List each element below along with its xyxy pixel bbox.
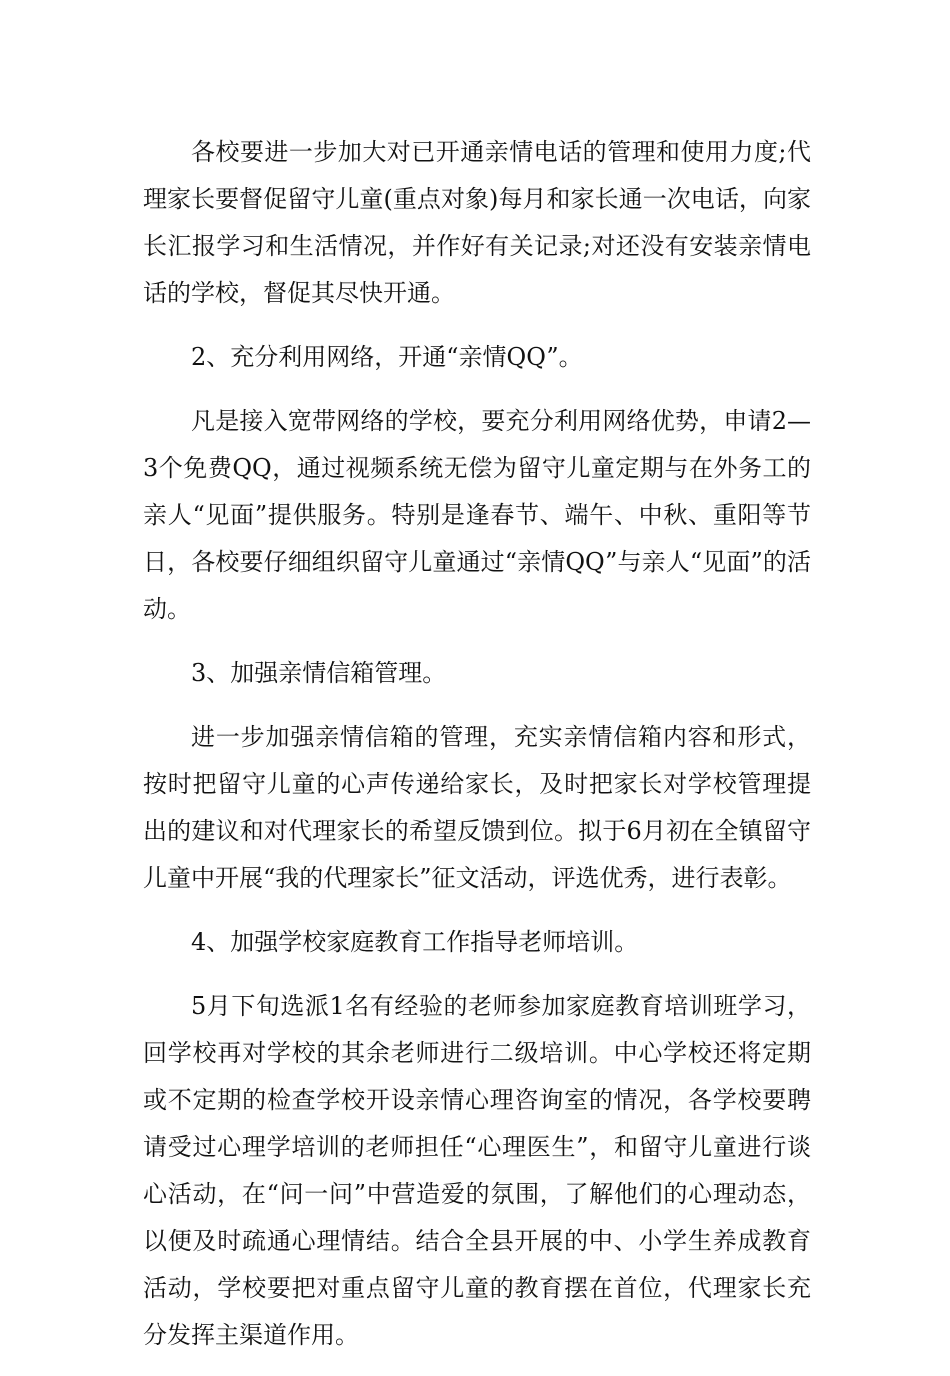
paragraph-phone-management: 各校要进一步加大对已开通亲情电话的管理和使用力度;代理家长要督促留守儿童(重点对象)每月和家长通一次电话，向家长汇报学习和生活情况，并作好有关记录;对还没有安装亲情电话的学校，督促其尽快开通。: [143, 138, 811, 307]
document-page: [143, 129, 811, 1376]
section-heading-teacher-training: 4、加强学校家庭教育工作指导老师培训。: [191, 928, 639, 956]
section-heading-network-qq: 2、充分利用网络，开通“亲情QQ”。: [191, 343, 583, 371]
paragraph-teacher-training: 5月下旬选派1名有经验的老师参加家庭教育培训班学习，回学校再对学校的其余老师进行二级培训。中心学校还将定期或不定期的检查学校开设亲情心理咨询室的情况，各学校要聘请受过心理学培训的老师担任“心理医生”，和留守儿童进行谈心活动，在“问一问”中营造爱的氛围，了解他们的心理动态，以便及时疏通心理情结。结合全县开展的中、小学生养成教育活动，学校要把对重点留守儿童的教育摆在首位，代理家长充分发挥主渠道作用。: [143, 992, 811, 1349]
paragraph-network-qq: 凡是接入宽带网络的学校，要充分利用网络优势，申请2—3个免费QQ，通过视频系统无偿为留守儿童定期与在外务工的亲人“见面”提供服务。特别是逢春节、端午、中秋、重阳等节日，各校要仔细组织留守儿童通过“亲情QQ”与亲人“见面”的活动。: [143, 407, 811, 623]
paragraph-mailbox: 进一步加强亲情信箱的管理，充实亲情信箱内容和形式，按时把留守儿童的心声传递给家长，及时把家长对学校管理提出的建议和对代理家长的希望反馈到位。拟于6月初在全镇留守儿童中开展“我的代理家长”征文活动，评选优秀，进行表彰。: [143, 723, 811, 892]
section-heading-mailbox: 3、加强亲情信箱管理。: [191, 659, 447, 687]
